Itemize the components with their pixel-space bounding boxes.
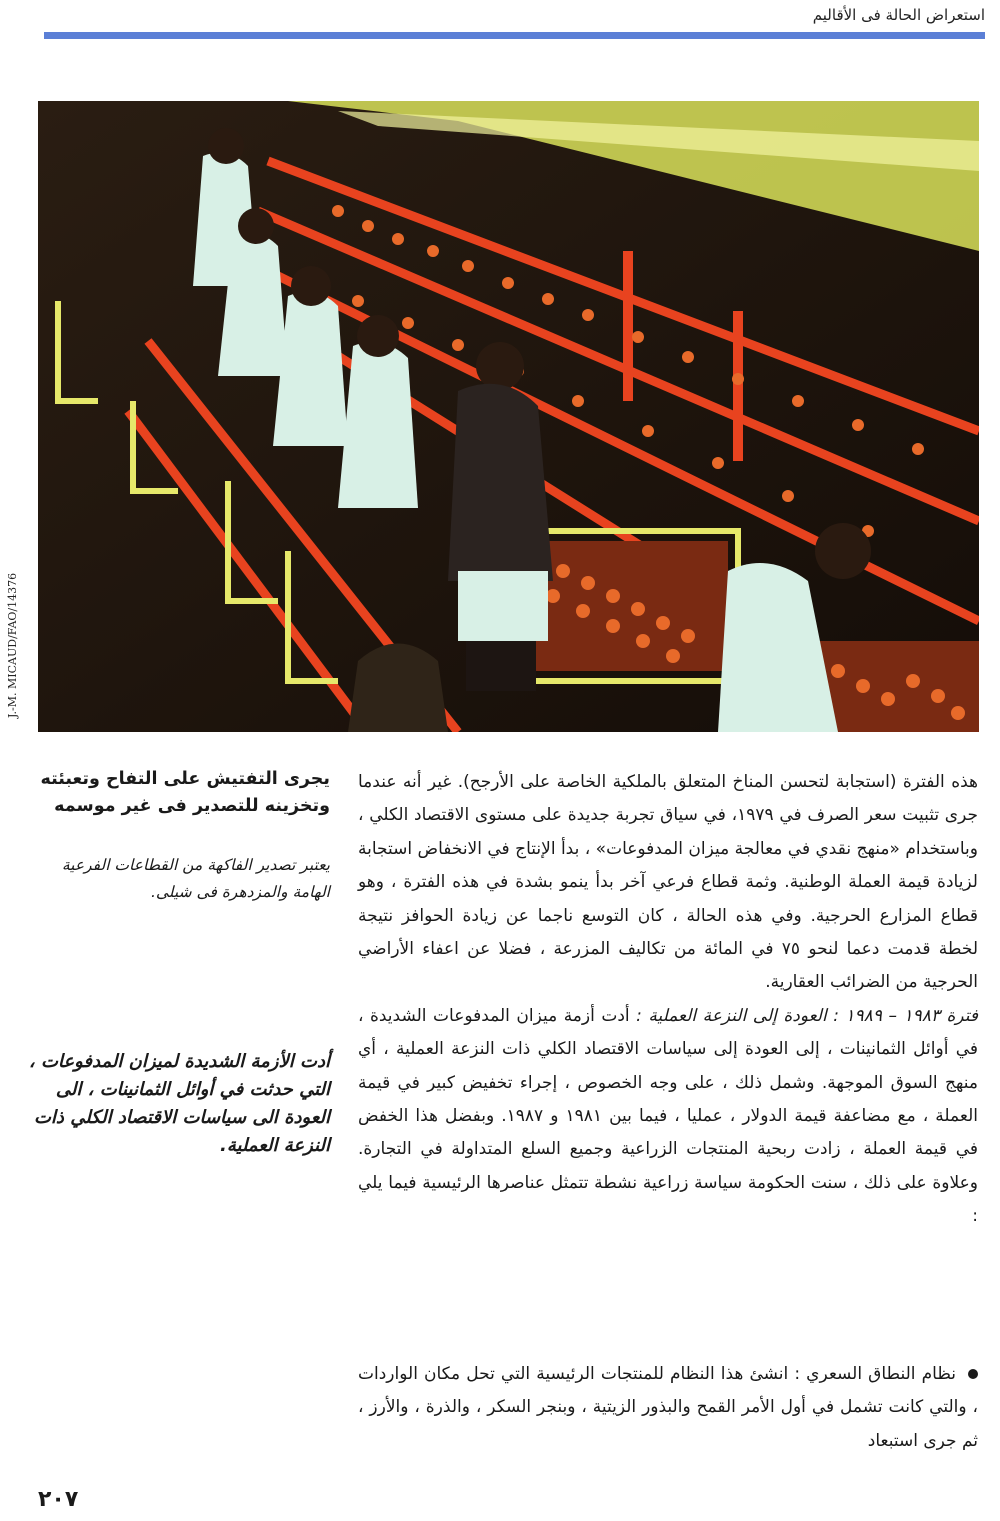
body-text xyxy=(358,766,978,1234)
header-rule xyxy=(44,32,985,39)
paragraph-2-lead: فترة ١٩٨٣ – ١٩٨٩ : العودة إلى النزعة العملية : xyxy=(636,1005,978,1026)
paragraph-1: هذه الفترة (استجابة لتحسن المناخ المتعلق بالملكية الخاصة على الأرجح). غير أنه عندما جرى تثبيت سعر الصرف في ١٩٧٩، في سياق تجربة جديدة على مستوى الاقتصاد الكلي ، وباستخدام «منهج نقدي في معالجة ميزان المدفوعات» ، بدأ الإنتاج في الانخفاض استجابة لزيادة قيمة العملة الوطنية. وثمة قطاع فرعي آخر بدأ ينمو بشدة في هذه الفترة ، وهو قطاع المزارع الحرجية. وفي هذه الحالة ، كان التوسع ناجما عن زيادة الحوافز نتيجة لخطة قدمت دعما لنحو ٧٥ في المائة من تكاليف المزرعة ، فضلا عن اعفاء الأراضي الحرجية من الضرائب العقارية. xyxy=(358,772,978,993)
page-number: ٢٠٧ xyxy=(38,1487,79,1512)
apple-packing-photo xyxy=(38,101,979,732)
running-header: استعراض الحالة فى الأقاليم xyxy=(812,6,985,24)
bullet-item xyxy=(358,1358,978,1458)
photo-illustration xyxy=(38,101,979,732)
photo-credit: J.-M. MICAUD/FAO/14376 xyxy=(6,572,19,718)
paragraph-2 xyxy=(358,1000,978,1234)
bullet-dot-icon xyxy=(968,1369,978,1379)
paragraph-2-text: أدت أزمة ميزان المدفوعات الشديدة ، في أوائل الثمانينات ، إلى العودة إلى سياسات الاقتصاد الكلي ذات النزعة العملية ، أي منهج السوق الموجهة. وشمل ذلك ، على وجه الخصوص ، إجراء تخفيض كبير في قيمة العملة ، مع مضاعفة قيمة الدولار ، عمليا ، فيما بين ١٩٨١ و ١٩٨٧. وبفضل هذا الخفض في قيمة العملة ، زادت ربحية المنتجات الزراعية وجميع السلع المتداولة في التجارة. وعلاوة على ذلك ، سنت الحكومة سياسة زراعية نشطة تتمثل عناصرها الرئيسية فيما يلي : xyxy=(358,1005,978,1227)
pull-quote: أدت الأزمة الشديدة لميزان المدفوعات ، التي حدثت في أوائل الثمانينات ، الى العودة الى سياسات الاقتصاد الكلي ذات النزعة العملية. xyxy=(28,1051,330,1156)
bullet-item-text: نظام النطاق السعري : انشئ هذا النظام للمنتجات الرئيسية التي تحل مكان الواردات ، والتي كانت تشمل في أول الأمر القمح والبذور الزيتية ، وبنجر السكر ، والذرة ، والأرز ، ثم جرى استبعاد xyxy=(358,1364,978,1451)
photo-caption-subtitle: يعتبر تصدير الفاكهة من القطاعات الفرعية الهامة والمزدهرة فى شيلى. xyxy=(61,856,330,901)
photo-caption-title: يجرى التفتيش على التفاح وتعبئته وتخزينه للتصدير فى غير موسمه xyxy=(40,769,330,816)
